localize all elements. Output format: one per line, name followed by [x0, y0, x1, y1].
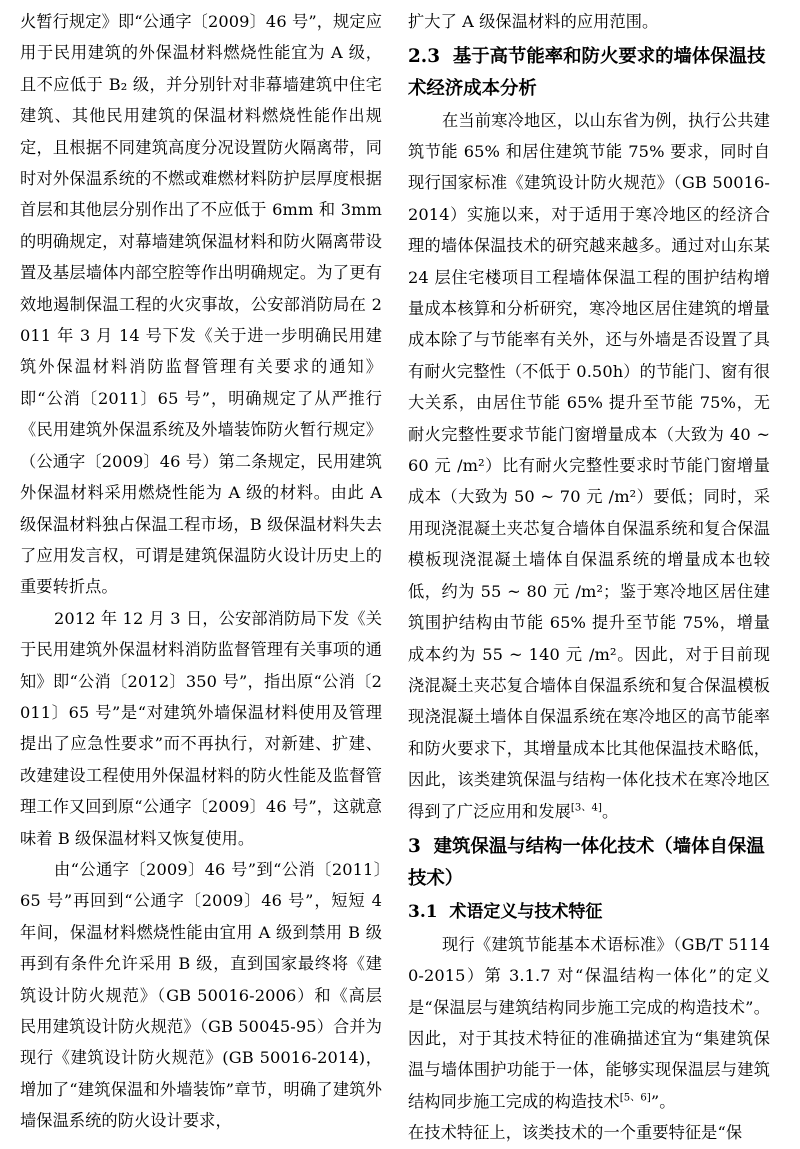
section-number: 2.3	[408, 46, 440, 68]
paragraph: 在当前寒冷地区，以山东省为例，执行公共建筑节能 65% 和居住建筑节能 75% 要求，同时自现行国家标准《建筑设计防火规范》（GB 50016-2014）实施以来，对于适用于寒冷地区的经济合理的墙体保温技术的研究越来越多。通过对山东某 24 层住宅楼项目工程墙体保温工程的围护结构增量成本核算和分析研究，寒冷地区居住建筑的增量成本除了与节能率有关外，还与外墙是否设置了具有耐火完整性（不低于 0.50h）的节能门、窗有很大关系，由居住节能 65% 提升至节能 75%，无耐火完整性要求节能门窗增量成本（大致为 40 ~ 60 元 /m²）比有耐火完整性要求时节能门窗增量成本（大致为 50 ~ 70 元 /m²）要低；同时，采用现浇混凝土夹芯复合墙体自保温系统和复合保温模板现浇混凝土墙体自保温系统的增量成本也较低，约为 55 ~ 80 元 /m²；鉴于寒冷地区居住建筑围护结构由节能 65% 提升至节能 75%，增量成本约为 55 ~ 140 元 /m²。因此，对于目前现浇混凝土夹芯复合墙体自保温系统和复合保温模板现浇混凝土墙体自保温系统在寒冷地区的高节能率和防火要求下，其增量成本比其他保温技术略低，因此，该类建筑保温与结构一体化技术在寒冷地区得到了广泛应用和发展[3、4]。	[408, 110, 770, 821]
subsection-heading-3-1	[408, 897, 770, 929]
subsection-number: 3.1	[408, 902, 438, 923]
paragraph: 2012 年 12 月 3 日，公安部消防局下发《关于民用建筑外保温材料消防监督管理有关事项的通知》即“公消〔2012〕350 号”，指出原“公消〔2011〕65 号”是“对建筑外墙保温材料使用及管理提出了应急性要求”而不再执行，对新建、扩建、改建建设工程使用外保温材料的防火性能及监督管理工作又回到原“公通字〔2009〕46 号”，这就意味着 B 级保温材料又恢复使用。	[20, 608, 382, 848]
paragraph: 扩大了 A 级保温材料的应用范围。	[408, 12, 659, 31]
two-column-layout	[20, 6, 782, 1143]
right-column	[408, 6, 770, 1143]
left-column	[20, 6, 382, 1133]
paragraph: 现行《建筑节能基本术语标准》（GB/T 51140-2015）第 3.1.7 对“保温结构一体化”的定义是“保温层与建筑结构同步施工完成的构造技术”。因此，对于其技术特征的准确描述宜为“集建筑保温与墙体围护功能于一体，能够实现保温层与建筑结构同步施工完成的构造技术[5、6]”。	[408, 934, 770, 1111]
paragraph: 在技术特征上，该类技术的一个重要特征是“保	[408, 1123, 743, 1143]
section-title: 基于高节能率和防火要求的墙体保温技术经济成本分析	[408, 46, 766, 99]
paragraph: 由“公通字〔2009〕46 号”到“公消〔2011〕65 号”再回到“公通字〔2009〕46 号”，短短 4 年间，保温材料燃烧性能由宜用 A 级到禁用 B 级再到有条件允许采用 B 级，直到国家最终将《建筑设计防火规范》（GB 50016-2006）和《高层民用建筑设计防火规范》（GB 50045-95）合并为现行《建筑设计防火规范》(GB 50016-2014)，增加了“建筑保温和外墙装饰”章节，明确了建筑外墙保温系统的防火设计要求，	[20, 859, 382, 1131]
section-number: 3	[408, 835, 421, 857]
section-title: 建筑保温与结构一体化技术（墙体自保温技术）	[408, 835, 765, 889]
section-heading-2-3	[408, 41, 770, 104]
subsection-title: 术语定义与技术特征	[449, 902, 603, 923]
paragraph: 火暂行规定》即“公通字〔2009〕46 号”，规定应用于民用建筑的外保温材料燃烧性能宜为 A 级，且不应低于 B₂ 级，并分别针对非幕墙建筑中住宅建筑、其他民用建筑的保温材料燃烧性能作出规定，且根据不同建筑高度分况设置防火隔离带，同时对外保温系统的不燃或难燃材料防护层厚度根据首层和其他层分别作出了不应低于 6mm 和 3mm 的明确规定，对幕墙建筑保温材料和防火隔离带设置及基层墙体内部空腔等作出明确规定。为了更有效地遏制保温工程的火灾事故，公安部消防局在 2011 年 3 月 14 号下发《关于进一步明确民用建筑外保温材料消防监督管理有关要求的通知》即“公消〔2011〕65 号”，明确规定了从严推行《民用建筑外保温系统及外墙装饰防火暂行规定》（公通字〔2009〕46 号）第二条规定，民用建筑外保温材料采用燃烧性能为 A 级的材料。由此 A 级保温材料独占保温工程市场，B 级保温材料失去了应用发言权，可谓是建筑保温防火设计历史上的重要转折点。	[20, 12, 382, 597]
section-heading-3	[408, 831, 770, 894]
